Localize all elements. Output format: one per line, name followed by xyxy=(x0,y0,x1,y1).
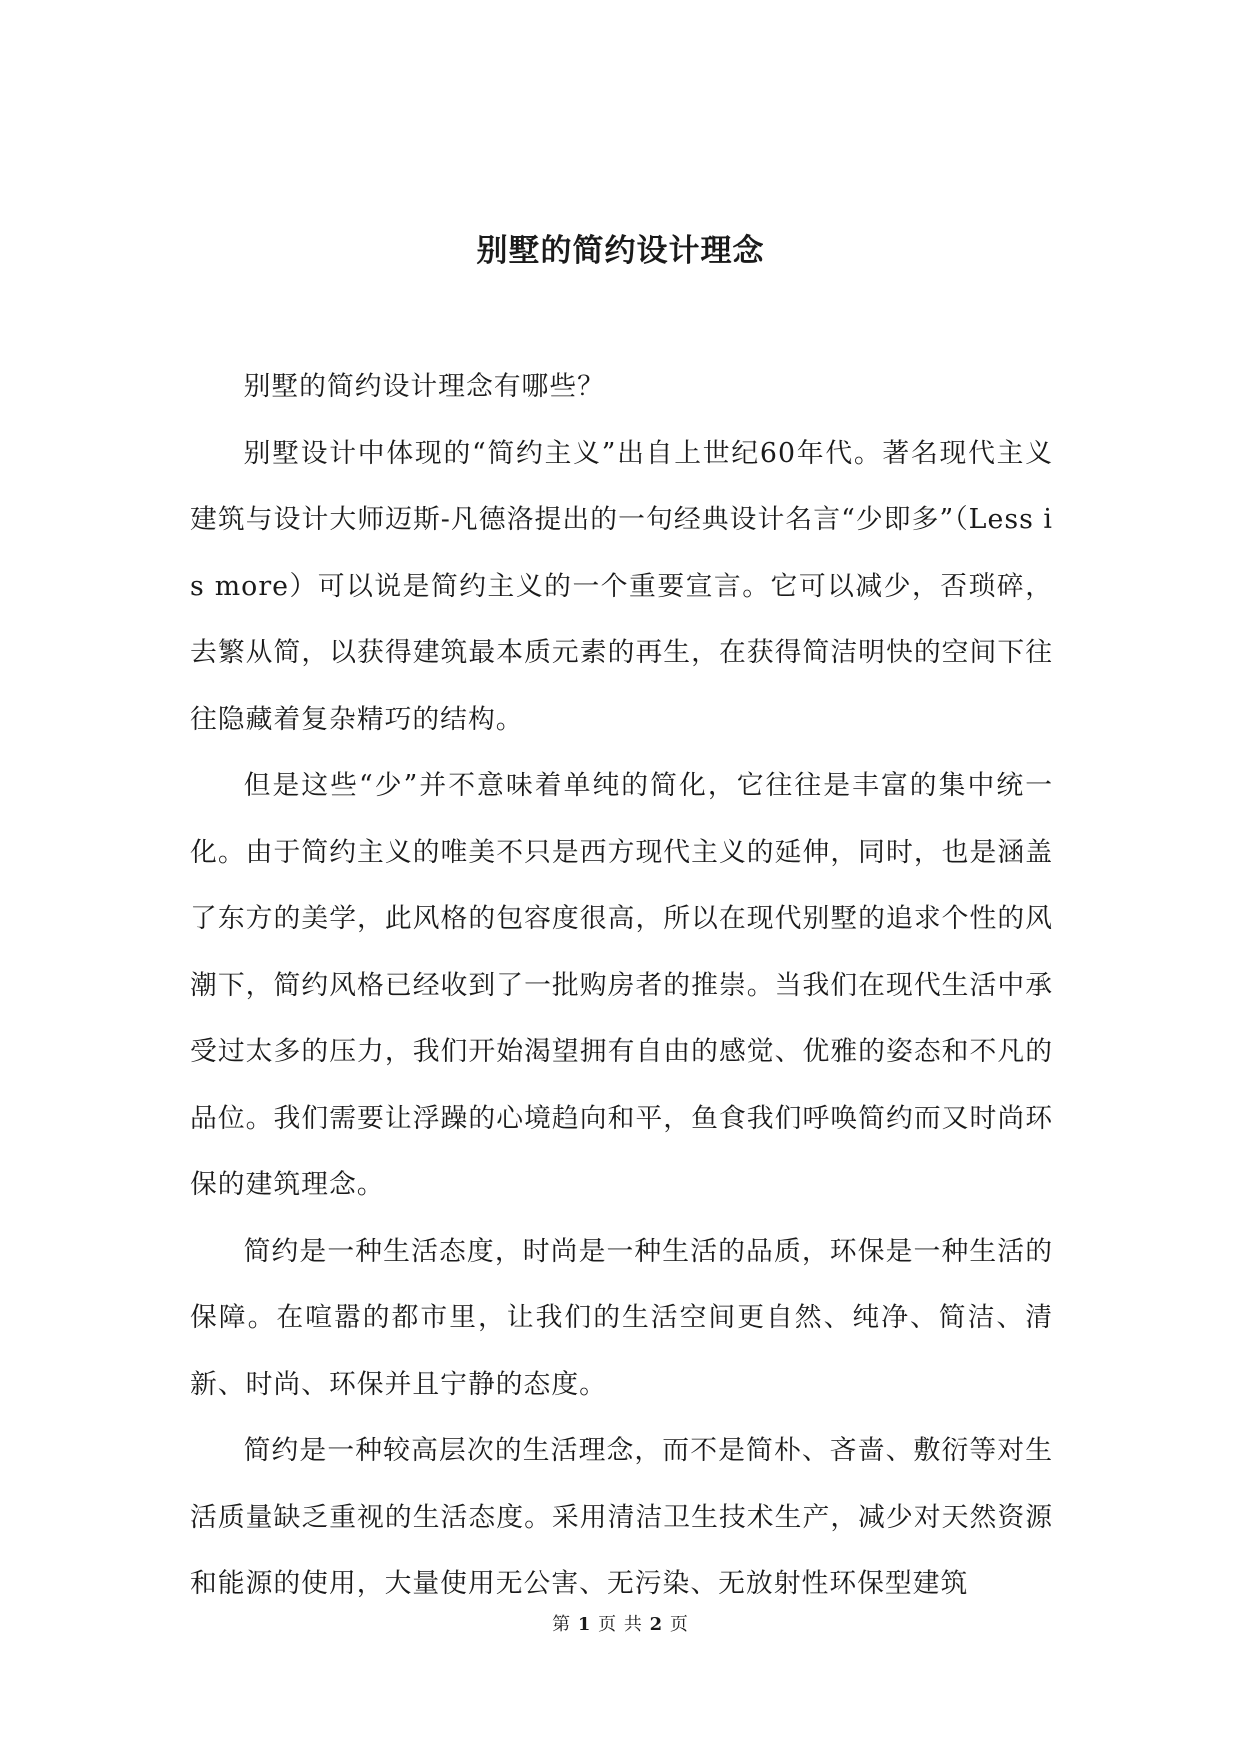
footer-total-pages: 2 xyxy=(649,1614,664,1635)
footer-suffix: 页 xyxy=(669,1614,689,1635)
document-title: 别墅的简约设计理念 xyxy=(476,233,765,269)
paragraph-origin: 别墅设计中体现的“简约主义”出自上世纪60年代。著名现代主义建筑与设计大师迈斯-凡德洛提出的一句经典设计名言“少即多”（Less is more）可以说是简约主义的一个重要宣言。它可以减少，否琐碎，去繁从简，以获得建筑最本质元素的再生，在获得简洁明快的空间下往往隐藏着复杂精巧的结构。 xyxy=(190,437,1053,735)
footer-prefix: 第 xyxy=(552,1614,572,1635)
paragraph-question: 别墅的简约设计理念有哪些？ xyxy=(243,371,605,402)
paragraph-less-not-simplify: 但是这些“少”并不意味着单纯的简化，它往往是丰富的集中统一化。由于简约主义的唯美不只是西方现代主义的延伸，同时，也是涵盖了东方的美学，此风格的包容度很高，所以在现代别墅的追求个性的风潮下，简约风格已经收到了一批购房者的推崇。当我们在现代生活中承受过太多的压力，我们开始渴望拥有自由的感觉、优雅的姿态和不凡的品位。我们需要让浮躁的心境趋向和平，鱼食我们呼唤简约而又时尚环保的建筑理念。 xyxy=(190,770,1053,1200)
footer-middle: 页 共 xyxy=(598,1614,643,1635)
footer-current-page: 1 xyxy=(577,1614,592,1635)
paragraph-higher-concept: 简约是一种较高层次的生活理念，而不是简朴、吝啬、敷衍等对生活质量缺乏重视的生活态度。采用清洁卫生技术生产，减少对天然资源和能源的使用，大量使用无公害、无污染、无放射性环保型建筑 xyxy=(190,1435,1053,1599)
document-body xyxy=(190,354,1053,1618)
page-footer xyxy=(0,1610,1241,1636)
paragraph-lifestyle: 简约是一种生活态度，时尚是一种生活的品质，环保是一种生活的保障。在喧嚣的都市里，让我们的生活空间更自然、纯净、简洁、清新、时尚、环保并且宁静的态度。 xyxy=(190,1235,1053,1400)
